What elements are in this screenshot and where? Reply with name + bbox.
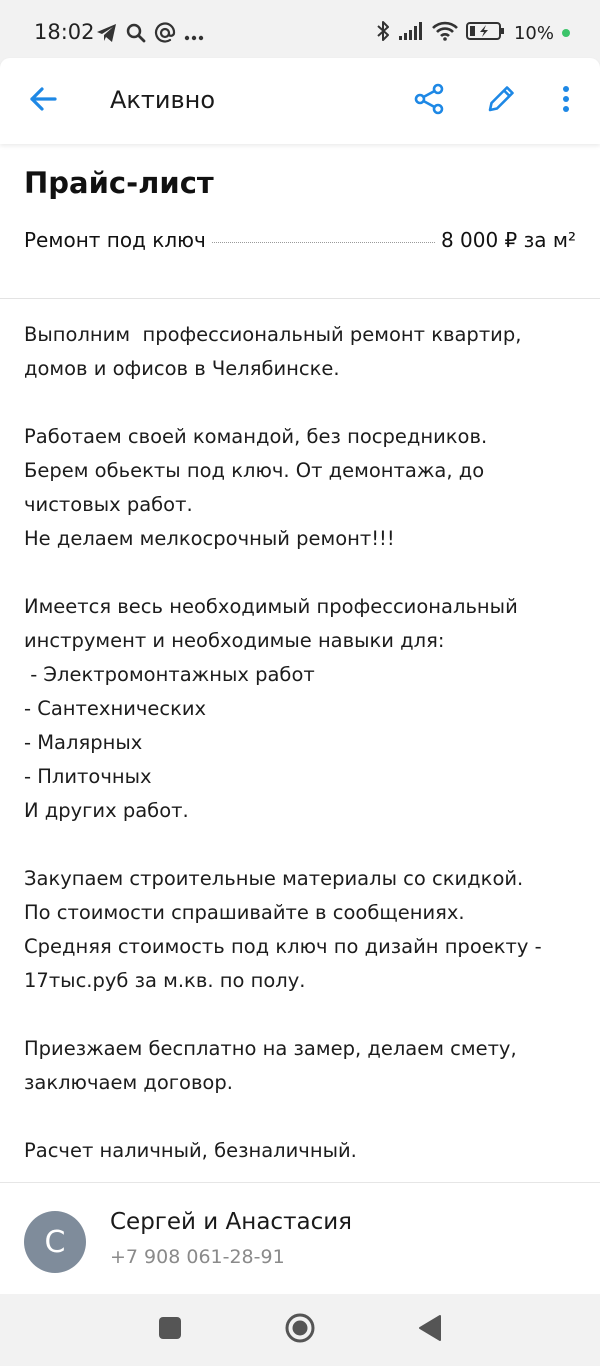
price-list-heading: Прайс-лист xyxy=(24,166,214,200)
description-line: По стоимости спрашивайте в сообщениях. xyxy=(24,901,465,924)
more-horizontal-icon xyxy=(184,26,204,45)
description-line: домов и офисов в Челябинске. xyxy=(24,357,340,380)
home-button[interactable] xyxy=(280,1310,320,1350)
description-line: Не делаем мелкосрочный ремонт!!! xyxy=(24,527,395,550)
back-button[interactable] xyxy=(22,80,64,122)
recent-apps-icon xyxy=(158,1316,182,1344)
description-line xyxy=(24,998,584,1032)
description-line: заключаем договор. xyxy=(24,1071,233,1094)
price-list-item xyxy=(24,228,576,252)
description-line: чистовых работ. xyxy=(24,493,193,516)
wifi-icon xyxy=(432,21,458,45)
home-icon xyxy=(284,1312,316,1348)
description-line: 17тыс.руб за м.кв. по полу. xyxy=(24,969,306,992)
price-item-name: Ремонт под ключ xyxy=(24,228,206,252)
avatar: С xyxy=(24,1211,86,1273)
description-line: Выполним профессиональный ремонт квартир, xyxy=(24,323,522,346)
share-icon xyxy=(413,83,445,119)
description-line: - Сантехнических xyxy=(24,697,207,720)
description-line xyxy=(24,828,584,862)
status-right-icons xyxy=(376,20,570,46)
description-line: - Электромонтажных работ xyxy=(24,663,315,686)
top-app-bar xyxy=(0,58,600,144)
description-line: Имеется весь необходимый профессиональный xyxy=(24,595,518,618)
description-line: инструмент и необходимые навыки для: xyxy=(24,629,445,652)
status-dot xyxy=(562,29,570,37)
recent-apps-button[interactable] xyxy=(150,1310,190,1350)
contact-card[interactable] xyxy=(0,1182,600,1295)
description-line: - Малярных xyxy=(24,731,143,754)
description-line xyxy=(24,386,584,420)
description-line: Работаем своей командой, без посредников. xyxy=(24,425,488,448)
status-time: 18:02 xyxy=(34,20,95,44)
description-line: Средняя стоимость под ключ по дизайн проекту - xyxy=(24,935,542,958)
price-list-section xyxy=(0,144,600,299)
signal-icon xyxy=(398,22,424,44)
more-vertical-icon xyxy=(562,85,570,117)
at-icon xyxy=(154,22,176,48)
price-dotted-leader xyxy=(212,242,435,243)
price-item-value: 8 000 ₽ за м² xyxy=(440,228,576,252)
system-back-button[interactable] xyxy=(410,1310,450,1350)
description-line: И других работ. xyxy=(24,799,189,822)
pencil-icon xyxy=(485,83,517,119)
edit-button[interactable] xyxy=(480,80,522,122)
contact-phone[interactable]: +7 908 061-28-91 xyxy=(110,1246,285,1268)
more-options-button[interactable] xyxy=(545,80,587,122)
battery-charging-icon xyxy=(466,21,506,45)
back-triangle-icon xyxy=(417,1314,443,1346)
description-line: Берем обьекты под ключ. От демонтажа, до xyxy=(24,459,485,482)
description-line xyxy=(24,1100,584,1134)
description-text xyxy=(24,318,584,1168)
system-nav-bar xyxy=(0,1294,600,1366)
search-icon xyxy=(126,23,146,47)
description-line: Расчет наличный, безналичный. xyxy=(24,1139,357,1162)
arrow-left-icon xyxy=(28,86,58,116)
description-line: Закупаем строительные материалы со скидкой. xyxy=(24,867,524,890)
description-line: - Плиточных xyxy=(24,765,152,788)
contact-name: Сергей и Анастасия xyxy=(110,1209,352,1235)
battery-percent: 10% xyxy=(513,22,554,44)
status-left-icons xyxy=(96,22,204,48)
share-button[interactable] xyxy=(408,80,450,122)
bluetooth-icon xyxy=(376,20,390,46)
description-line: Приезжаем бесплатно на замер, делаем смету, xyxy=(24,1037,517,1060)
description-line xyxy=(24,556,584,590)
telegram-icon xyxy=(96,23,118,47)
page-title: Активно xyxy=(110,86,216,114)
